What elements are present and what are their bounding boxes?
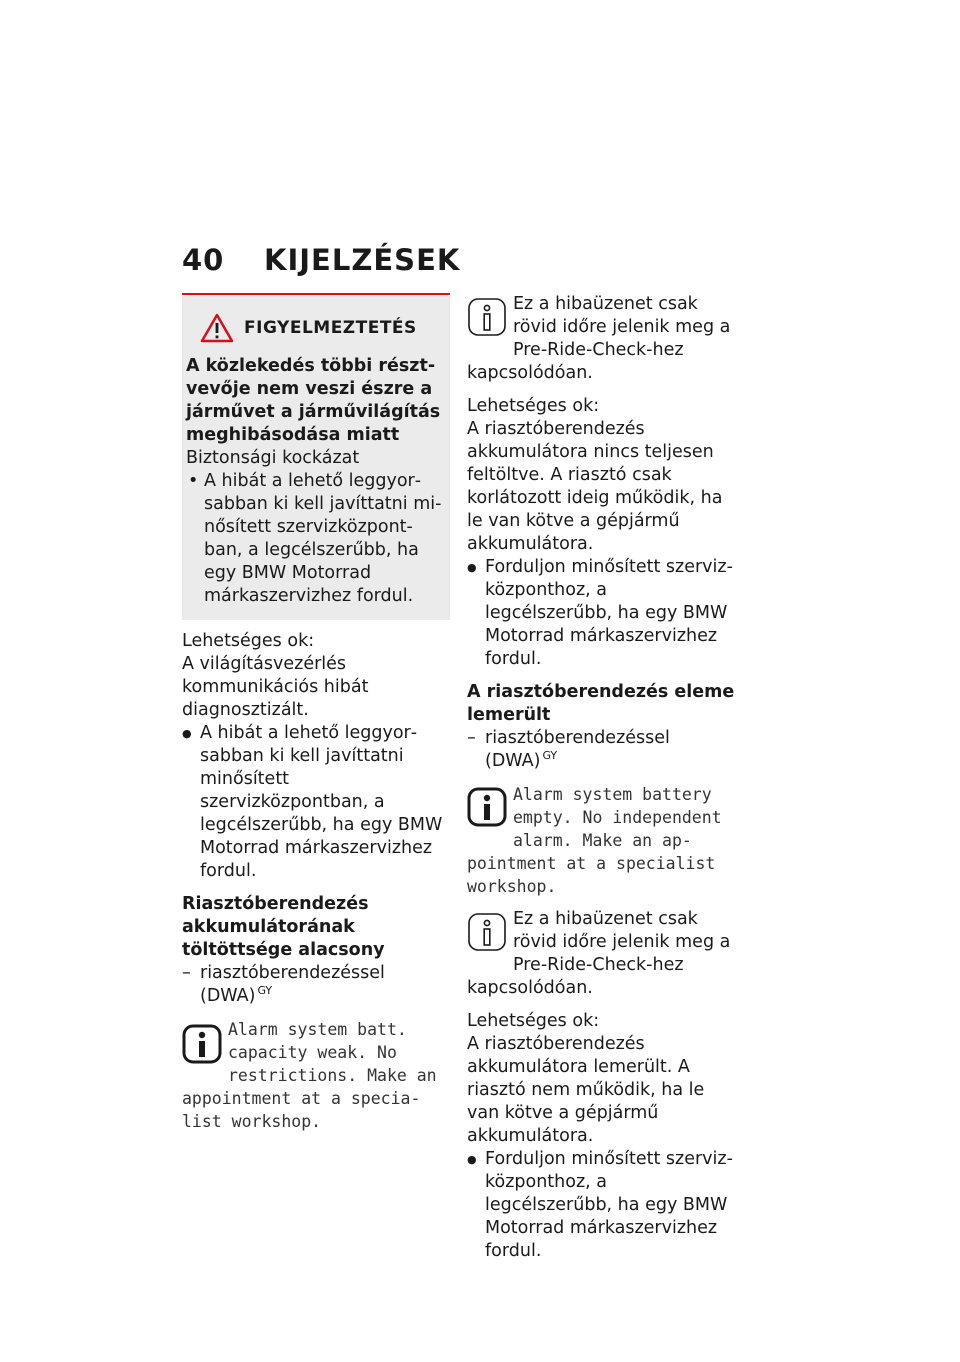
cause-label: Lehetséges ok: — [182, 631, 315, 651]
section-heading: A riasztóberendezés eleme lemerült — [467, 682, 735, 725]
list-item: ● A hibát a lehető leggyorsabban ki kell javíttatni minősített szervizközpontban, a legcélszerűbb, ha egy BMW Motorrad márkaszervizhez fordul. — [182, 722, 450, 883]
warning-heading: A közlekedés többi résztvevője nem veszi észre a járművet a járművilágítás meghibásodása miatt — [186, 356, 441, 445]
dwa-note — [467, 727, 739, 773]
dwa-text: riasztóberendezéssel (DWA) — [200, 963, 385, 1006]
page-header — [182, 243, 460, 283]
warning-label: FIGYELMEZTETÉS — [244, 318, 417, 338]
message-block — [182, 1018, 450, 1133]
dwa-sup: GY — [257, 984, 273, 998]
left-column — [182, 293, 450, 1133]
warning-triangle-icon — [200, 313, 234, 343]
list-item: ● Forduljon minősített szervizközponthoz, a legcélszerűbb, ha egy BMW Motorrad márkaszervizhez fordul. — [467, 1148, 739, 1263]
warning-title — [200, 313, 442, 343]
info-text: Ez a hibaüzenet csak rövid időre jelenik meg a Pre-Ride-Check-hez kapcsolódóan. — [467, 294, 731, 383]
dwa-note — [182, 962, 450, 1008]
right-column — [467, 293, 739, 1263]
info-icon — [182, 1020, 224, 1066]
cause-text: A riasztóberendezés akkumulátora nincs teljesen feltöltve. A riasztó csak korlátozott ideig működik, ha le van kötve a gépjármű akkumulátora. — [467, 419, 723, 554]
display-message: Alarm system battery empty. No independent alarm. Make an appointment at a specialist workshop. — [467, 785, 722, 896]
info-outline-icon — [467, 295, 509, 341]
message-block — [467, 783, 739, 898]
warning-box — [182, 293, 450, 620]
info-block — [467, 908, 739, 1000]
cause-text: A riasztóberendezés akkumulátora lemerült. A riasztó nem működik, ha le van kötve a gépjármű akkumulátora. — [467, 1034, 705, 1146]
info-outline-icon — [467, 910, 509, 956]
cause-list — [182, 722, 450, 883]
cause-text: A világításvezérlés kommunikációs hibát diagnosztizált. — [182, 654, 369, 720]
cause-list — [467, 556, 739, 671]
info-text: Ez a hibaüzenet csak rövid időre jelenik meg a Pre-Ride-Check-hez kapcsolódóan. — [467, 909, 731, 998]
chapter-title: KIJELZÉSEK — [264, 243, 461, 277]
section-heading: Riasztóberendezés akkumulátorának töltöttsége alacsony — [182, 894, 385, 960]
page-number: 40 — [182, 243, 225, 277]
list-item: ● Forduljon minősített szervizközponthoz, a legcélszerűbb, ha egy BMW Motorrad márkaszervizhez fordul. — [467, 556, 739, 671]
cause-list — [467, 1148, 739, 1263]
info-icon — [467, 785, 509, 831]
list-item: • A hibát a lehető leggyorsabban ki kell javíttatni minősített szervizközpontban, a legcélszerűbb, ha egy BMW Motorrad márkaszervizhez fordul. — [186, 470, 442, 608]
info-block — [467, 293, 739, 385]
warning-list — [186, 470, 442, 608]
dwa-text: riasztóberendezéssel (DWA) — [485, 728, 670, 771]
warning-risk: Biztonsági kockázat — [186, 448, 360, 468]
cause-label: Lehetséges ok: — [467, 1011, 600, 1031]
cause-label: Lehetséges ok: — [467, 396, 600, 416]
display-message: Alarm system batt. capacity weak. No restrictions. Make an appointment at a specialist workshop. — [182, 1020, 437, 1131]
dwa-sup: GY — [542, 749, 558, 763]
